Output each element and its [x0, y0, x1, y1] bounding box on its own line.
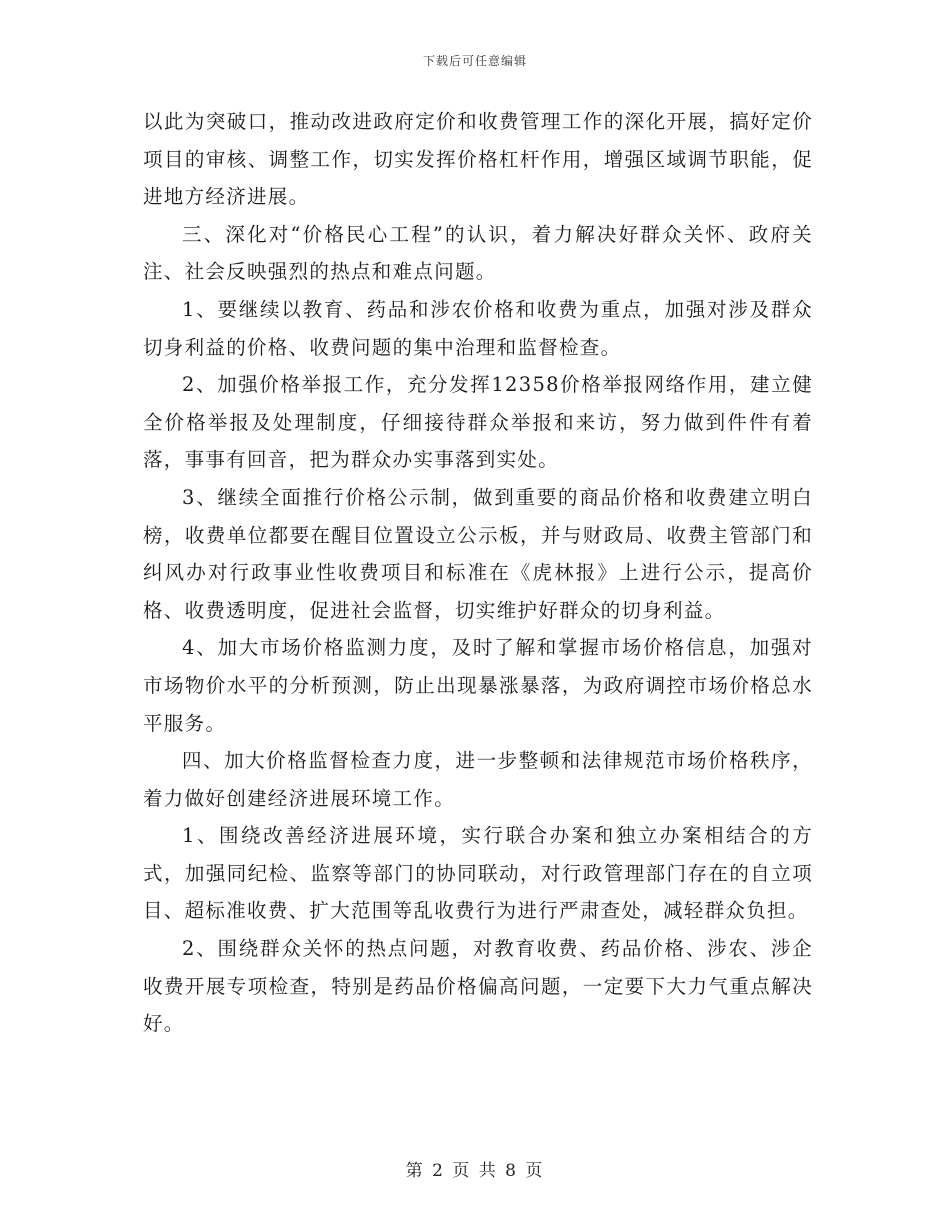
paragraph-item-3: 3、继续全面推行价格公示制，做到重要的商品价格和收费建立明白榜，收费单位都要在醒目位置设立公示板，并与财政局、收费主管部门和纠风办对行政事业性收费项目和标准在《虎林报》上进行公示，提高价格、收费透明度，促进社会监督，切实维护好群众的切身利益。 [143, 485, 813, 622]
paragraph-item-1b: 1、围绕改善经济进展环境，实行联合办案和独立办案相结合的方式，加强同纪检、监察等部门的协同联动，对行政管理部门存在的自立项目、超标准收费、扩大范围等乱收费行为进行严肃查处，减轻群众负担。 [143, 824, 813, 923]
paragraph-continuation: 以此为突破口，推动改进政府定价和收费管理工作的深化开展，搞好定价项目的审核、调整工作，切实发挥价格杠杆作用，增强区域调节职能，促进地方经济进展。 [143, 110, 813, 209]
page-number-footer: 第 2 页 共 8 页 [405, 1161, 545, 1181]
section-heading-four: 四、加大价格监督检查力度，进一步整顿和法律规范市场价格秩序，着力做好创建经济进展环境工作。 [143, 749, 813, 810]
document-body [143, 103, 813, 1043]
paragraph-item-2b: 2、围绕群众关怀的热点问题，对教育收费、药品价格、涉农、涉企收费开展专项检查，特别是药品价格偏高问题，一定要下大力气重点解决好。 [143, 937, 813, 1036]
page-header: 下载后可任意编辑 [422, 54, 527, 68]
section-heading-three: 三、深化对“价格民心工程”的认识，着力解决好群众关怀、政府关注、社会反映强烈的热点和难点问题。 [143, 222, 813, 284]
paragraph-item-1: 1、要继续以教育、药品和涉农价格和收费为重点，加强对涉及群众切身利益的价格、收费问题的集中治理和监督检查。 [143, 297, 813, 359]
paragraph-item-2: 2、加强价格举报工作，充分发挥12358价格举报网络作用，建立健全价格举报及处理制度，仔细接待群众举报和来访，努力做到件件有着落，事事有回音，把为群众办实事落到实处。 [143, 373, 813, 472]
paragraph-item-4: 4、加大市场价格监测力度，及时了解和掌握市场价格信息，加强对市场物价水平的分析预测，防止出现暴涨暴落，为政府调控市场价格总水平服务。 [143, 636, 813, 735]
